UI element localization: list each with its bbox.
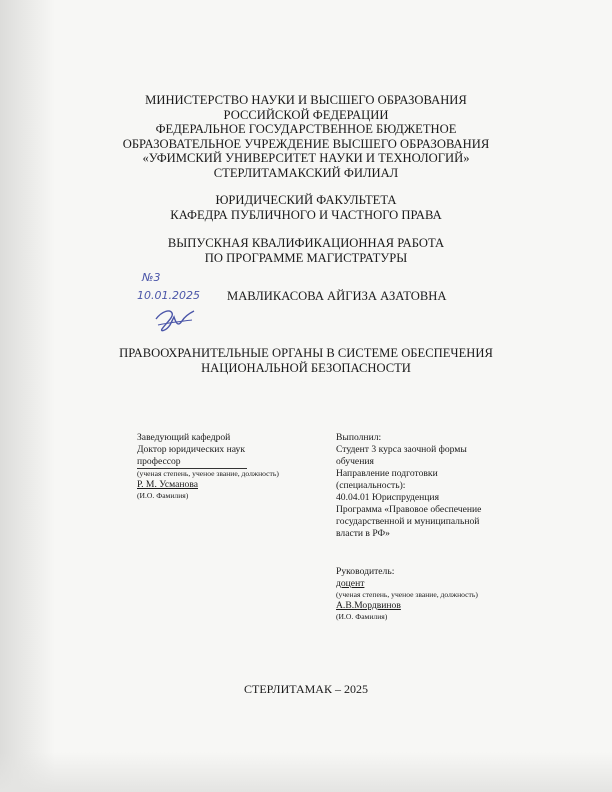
work-type-line: ПО ПРОГРАММЕ МАГИСТРАТУРЫ [204,250,408,265]
supervisor-rank: доцент [336,578,365,589]
completed-line: Студент 3 курса заочной формы [336,444,467,455]
completed-line: государственной и муниципальной [336,516,480,527]
completed-by-block [336,432,481,540]
topic-line: НАЦИОНАЛЬНОЙ БЕЗОПАСНОСТИ [201,360,411,375]
head-rank-caption: (ученая степень, ученое звание, должность) [137,469,279,478]
city-year: СТЕРЛИТАМАК – 2025 [244,682,368,696]
work-type-line: ВЫПУСКНАЯ КВАЛИФИКАЦИОННАЯ РАБОТА [167,236,445,250]
thesis-topic [0,346,612,375]
faculty-line: ЮРИДИЧЕСКИЙ ФАКУЛЬТЕТА [215,193,397,207]
completed-line: обучения [336,456,374,467]
student-name: МАВЛИКАСОВА АЙГИЗА АЗАТОВНА [227,289,447,303]
completed-line: Программа «Правовое обеспечение [336,504,482,515]
header-line: МИНИСТЕРСТВО НАУКИ И ВЫСШЕГО ОБРАЗОВАНИЯ [145,93,467,107]
supervisor-block [336,566,478,622]
handwritten-number: №3 [142,271,161,284]
institution-header [0,93,612,181]
supervisor-rank-caption: (ученая степень, ученое звание, должность) [336,590,478,599]
supervisor-title: Руководитель: [336,566,395,577]
head-name-caption: (И.О. Фамилия) [137,491,189,500]
supervisor-name: А.В.Мордвинов [336,600,401,611]
scan-shadow-bottom [0,752,612,792]
work-type-block [0,236,612,265]
header-line: СТЕРЛИТАМАКСКИЙ ФИЛИАЛ [213,165,399,180]
topic-line: ПРАВООХРАНИТЕЛЬНЫЕ ОРГАНЫ В СИСТЕМЕ ОБЕСПЕЧЕНИЯ [119,346,493,360]
completed-line: власти в РФ» [336,528,390,539]
completed-line: (специальность): [336,480,406,491]
head-name: Р. М. Усманова [137,479,199,490]
supervisor-name-caption: (И.О. Фамилия) [336,612,388,621]
header-line: РОССИЙСКОЙ ФЕДЕРАЦИИ [223,107,389,122]
head-degree: Доктор юридических наук [137,444,245,455]
faculty-block [0,193,612,222]
completed-title: Выполнил: [336,432,382,443]
signature-icon [152,305,198,335]
department-line: КАФЕДРА ПУБЛИЧНОГО И ЧАСТНОГО ПРАВА [170,207,442,222]
header-line: «УФИМСКИЙ УНИВЕРСИТЕТ НАУКИ И ТЕХНОЛОГИЙ» [142,151,470,166]
head-rank: профессор [137,456,247,469]
head-of-department-block [137,432,279,501]
header-line: ФЕДЕРАЛЬНОЕ ГОСУДАРСТВЕННОЕ БЮДЖЕТНОЕ [155,122,457,137]
header-line: ОБРАЗОВАТЕЛЬНОЕ УЧРЕЖДЕНИЕ ВЫСШЕГО ОБРАЗОВАНИЯ [122,136,490,151]
head-title: Заведующий кафедрой [137,432,231,443]
completed-line: Направление подготовки [336,468,438,479]
completed-line: 40.04.01 Юриспруденция [336,492,439,503]
handwritten-date: 10.01.2025 [137,289,200,302]
